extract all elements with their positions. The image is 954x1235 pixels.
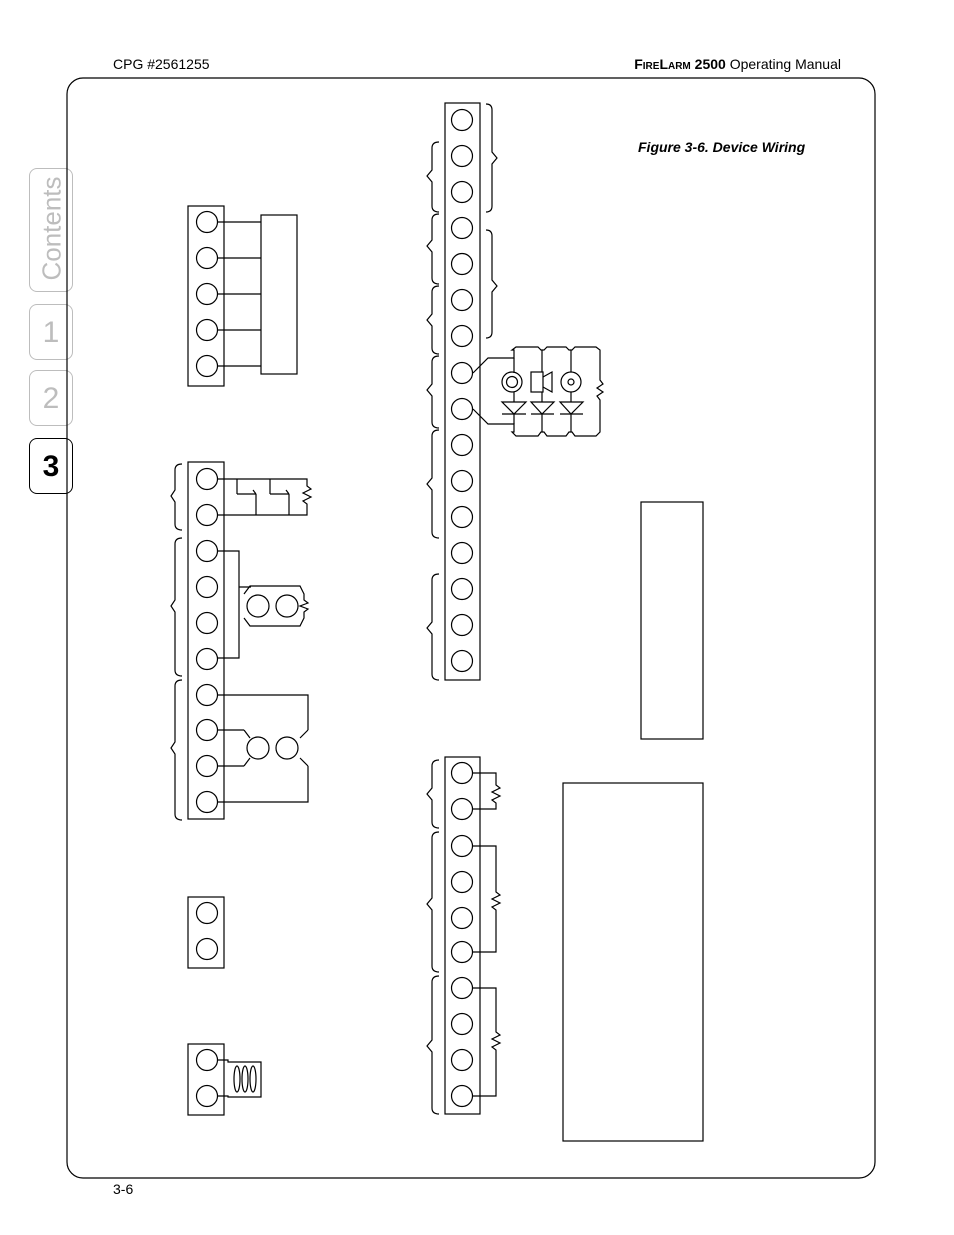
tab-chapter-2[interactable]: 2 [29,370,73,426]
title-suffix: Operating Manual [729,56,841,72]
terminal-block-d [188,1044,261,1115]
brand-name: FireLarm [634,56,691,72]
terminal-block-e [427,103,603,680]
model-number: 2500 [694,56,726,72]
document-number: CPG #2561255 [113,56,210,72]
tab-chapter-1[interactable]: 1 [29,304,73,360]
terminal-block-c [188,897,224,968]
terminal-block-a [188,206,297,386]
page-number: 3-6 [113,1181,134,1197]
tab-contents-label: Contents [36,176,67,281]
module-outline-large [563,783,703,1141]
tab-chapter-3[interactable]: 3 [29,438,73,494]
terminal-block-f [427,757,500,1114]
module-box [261,215,297,374]
figure-caption: Figure 3-6. Device Wiring [638,139,806,155]
terminal-block-b [171,462,311,820]
module-outline-small [641,502,703,739]
